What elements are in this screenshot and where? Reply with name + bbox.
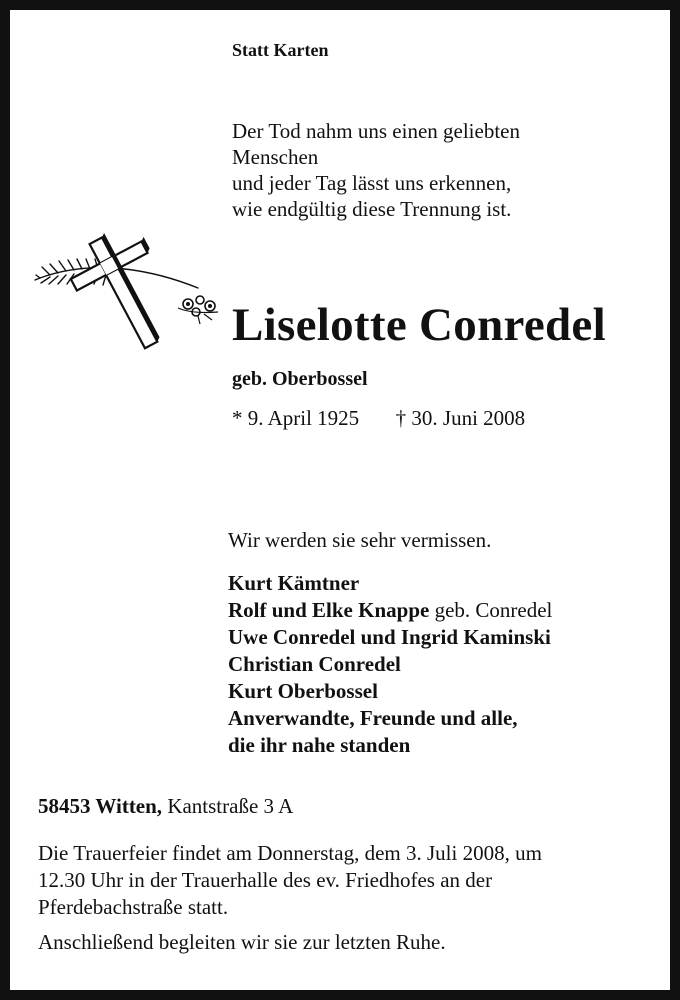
mourner-line: Anverwandte, Freunde und alle, — [228, 706, 518, 730]
address — [38, 794, 293, 819]
quote-line: und jeder Tag lässt uns erkennen, — [232, 171, 512, 195]
mourner-line: Uwe Conredel und Ingrid Kaminski — [228, 625, 551, 649]
mourner-line: die ihr nahe standen — [228, 733, 411, 757]
quote-line: wie endgültig diese Trennung ist. — [232, 197, 512, 221]
header-note: Statt Karten — [232, 40, 329, 60]
quote — [232, 118, 520, 222]
address-street: Kantstraße 3 A — [162, 794, 294, 818]
quote-line: Menschen — [232, 145, 319, 169]
quote-line: Der Tod nahm uns einen geliebten — [232, 119, 520, 143]
mourner-line: Christian Conredel — [228, 652, 401, 676]
burial-note: Anschließend begleiten wir sie zur letzten Ruhe. — [38, 930, 446, 954]
birth-date: 9. April 1925 — [247, 406, 360, 430]
mourners-list — [228, 570, 552, 759]
cross-with-palm-icon — [28, 228, 228, 354]
mourner-line: Rolf und Elke Knappe geb. Conredel — [228, 598, 553, 622]
deceased-name: Liselotte Conredel — [232, 299, 606, 351]
mourner-line: Kurt Oberbossel — [228, 679, 378, 703]
maiden-name: geb. Oberbossel — [232, 368, 368, 390]
service-line: Pferdebachstraße statt. — [38, 895, 229, 919]
death-cross-icon: † — [395, 406, 407, 430]
service-info — [38, 840, 542, 921]
life-dates — [232, 406, 525, 431]
death-date: 30. Juni 2008 — [411, 406, 526, 430]
mourner-line: Kurt Kämtner — [228, 571, 360, 595]
service-line: Die Trauerfeier findet am Donnerstag, dem 3. Juli 2008, um — [38, 841, 542, 865]
service-line: 12.30 Uhr in der Trauerhalle des ev. Friedhofes an der — [38, 868, 493, 892]
closing-line: Wir werden sie sehr vermissen. — [228, 528, 492, 552]
address-city: 58453 Witten, — [38, 794, 163, 818]
birth-star-icon: * — [232, 406, 243, 430]
